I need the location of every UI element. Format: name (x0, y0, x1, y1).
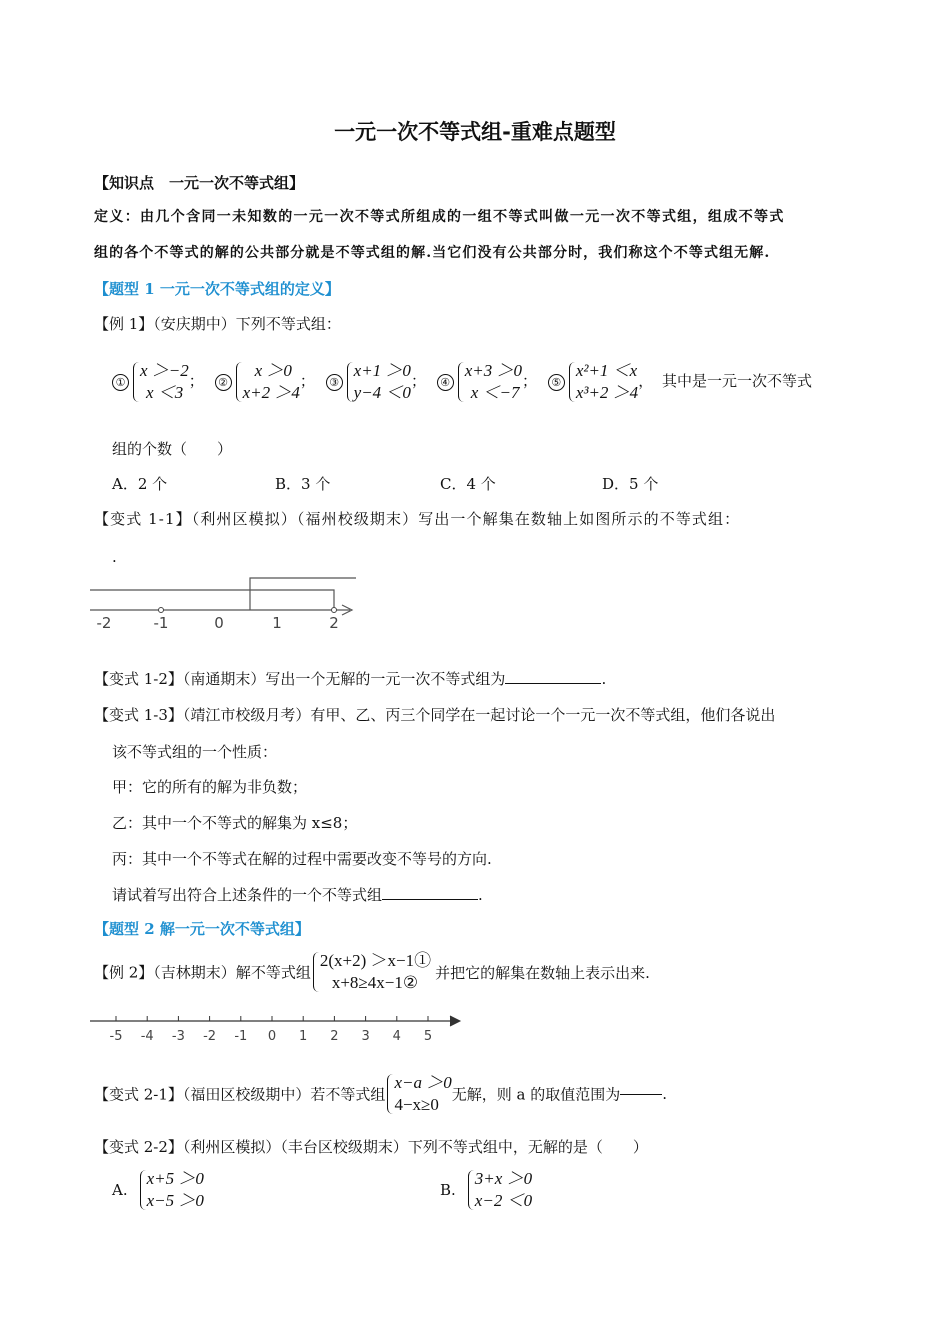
system-row: y−4 ＜0 (353, 383, 411, 402)
axis-tick-label: -5 (109, 1029, 123, 1044)
circle-number: ③ (326, 374, 343, 391)
circle-number: ④ (437, 374, 454, 391)
system-row: 4−x≥0 (394, 1095, 439, 1114)
variant-1-3-line-2: 该不等式组的一个性质： (112, 743, 278, 761)
system-row: x−a ＞0 (394, 1073, 452, 1092)
system-row: x+2 ＞4 (242, 383, 300, 402)
variant-2-2: 【变式 2-2】（利州区模拟）（丰台区校级期末）下列不等式组中，无解的是（ ） (94, 1138, 648, 1156)
variant-1-2 (94, 668, 606, 689)
separator: ， (638, 372, 654, 390)
system-row: 3+x ＞0 (474, 1169, 533, 1188)
axis-tick-label: 0 (267, 1029, 277, 1044)
variant-2-1-stem: 【变式 2-1】（福田区校级期中）若不等式组 (94, 1085, 386, 1104)
variant-1-3-line-1: 【变式 1-3】（靖江市校级月考）有甲、乙、丙三个同学在一起讨论一个一元一次不等式组，他们各说出 (94, 706, 776, 724)
number-line-figure-2 (88, 1010, 468, 1046)
axis-arrow (450, 1016, 460, 1026)
variant-1-2-text: 【变式 1-2】（南通期末）写出一个无解的一元一次不等式组为 (94, 670, 506, 688)
axis-tick-label: -4 (140, 1029, 154, 1044)
separator: ； (299, 372, 315, 390)
solution-range-right-bracket (90, 590, 334, 610)
axis-tick-label: 0 (214, 614, 224, 632)
axis-tick-label: 1 (299, 1029, 308, 1044)
system-row: x ＜3 (146, 383, 184, 402)
axis-tick-label: 1 (272, 614, 282, 632)
system-row: x+8≥4x−1② (331, 973, 419, 992)
option-d: D．5 个 (602, 475, 659, 493)
answer-blank[interactable] (382, 899, 478, 900)
variant-1-3-line-5: 丙：其中一个不等式在解的过程中需要改变不等号的方向. (112, 850, 492, 868)
answer-blank[interactable] (620, 1094, 662, 1095)
system-3 (326, 361, 431, 402)
example2 (94, 950, 650, 994)
separator: ； (188, 372, 204, 390)
system-row: x+5 ＞0 (146, 1169, 204, 1188)
axis-tick-label: 3 (361, 1029, 370, 1044)
system-4 (437, 361, 542, 402)
choice-a (112, 1168, 204, 1212)
knowledge-header: 【知识点 一元一次不等式组】 (94, 174, 305, 192)
example2-tail: 并把它的解集在数轴上表示出来. (435, 963, 650, 982)
system-row: x+1 ＞0 (353, 361, 411, 380)
axis-tick-label: -1 (234, 1029, 248, 1044)
type1-header: 【题型 1 一元一次不等式组的定义】 (94, 280, 340, 298)
variant-1-3-line-6 (112, 884, 483, 905)
solution-range-left-bracket (250, 578, 356, 610)
option-c: C．4 个 (440, 475, 496, 493)
system-row: x ＜−7 (470, 383, 520, 402)
axis-tick-label: -3 (171, 1029, 185, 1044)
open-endpoint (332, 608, 337, 613)
number-line-figure-1 (88, 570, 368, 636)
option-a: A．2 个 (112, 475, 168, 493)
system-row: 2(x+2) ＞x−1① (319, 951, 432, 970)
example1-continuation: 组的个数（ ） (112, 440, 233, 458)
axis-tick-label: 2 (330, 1029, 339, 1044)
separator: ； (522, 372, 538, 390)
axis-tick-label: 5 (423, 1029, 433, 1044)
type2-header: 【题型 2 解一元一次不等式组】 (94, 920, 310, 938)
variant-2-1 (94, 1072, 667, 1116)
system-2 (215, 361, 320, 402)
choice-b-label: B. (440, 1181, 456, 1199)
system-row: x−5 ＞0 (146, 1191, 204, 1210)
circle-number: ① (112, 374, 129, 391)
definition-line-2: 组的各个不等式的解的公共部分就是不等式组的解.当它们没有公共部分时，我们称这个不等式组无解. (94, 245, 771, 261)
system-1 (112, 361, 209, 402)
example2-stem: 【例 2】（吉林期末）解不等式组 (94, 963, 311, 982)
system-row: x ＞−2 (140, 361, 189, 380)
variant-1-1-dot: . (112, 548, 117, 566)
example1-stem: 【例 1】（安庆期中）下列不等式组： (94, 315, 341, 333)
variant-2-1-tail: 无解，则 a 的取值范围为 (451, 1085, 621, 1104)
open-endpoint (159, 608, 164, 613)
choice-b (440, 1168, 532, 1212)
page-title: 一元一次不等式组-重难点题型 (334, 120, 616, 144)
system-row: x ＞0 (254, 361, 292, 380)
inequality-systems-row (112, 360, 812, 404)
axis-tick-label: -1 (153, 614, 169, 632)
system-row: x²+1 ＜x (575, 361, 638, 380)
variant-1-2-end: . (601, 670, 607, 688)
separator: ； (410, 372, 426, 390)
axis-tick-label: 4 (392, 1029, 401, 1044)
variant-1-1: 【变式 1-1】（利州区模拟）（福州校级期末）写出一个解集在数轴上如图所示的不等式组： (94, 510, 741, 528)
axis-tick-label: -2 (96, 614, 112, 632)
system-row: x+3 ＞0 (464, 361, 523, 380)
option-b: B．3 个 (275, 475, 331, 493)
circle-number: ⑤ (548, 374, 565, 391)
axis-tick-label: 2 (329, 614, 339, 632)
variant-1-3-line-3: 甲：它的所有的解为非负数； (112, 778, 308, 796)
variant-1-3-end: . (478, 886, 483, 904)
system-row: x−2 ＜0 (474, 1191, 533, 1210)
system-row: x³+2 ＞4 (575, 383, 639, 402)
circle-number: ② (215, 374, 232, 391)
axis-tick-label: -2 (203, 1029, 217, 1044)
definition-line-1: 定义：由几个含同一未知数的一元一次不等式所组成的一组不等式叫做一元一次不等式组，组成不等式 (94, 209, 785, 225)
example1-tail: 其中是一元一次不等式 (661, 372, 812, 390)
answer-blank[interactable] (505, 683, 601, 684)
variant-2-1-end: . (662, 1085, 667, 1103)
system-5 (548, 361, 658, 402)
variant-1-3-prompt: 请试着写出符合上述条件的一个不等式组 (112, 886, 383, 904)
choice-a-label: A. (112, 1181, 128, 1199)
variant-1-3-line-4: 乙：其中一个不等式的解集为 x≤8； (112, 814, 358, 832)
